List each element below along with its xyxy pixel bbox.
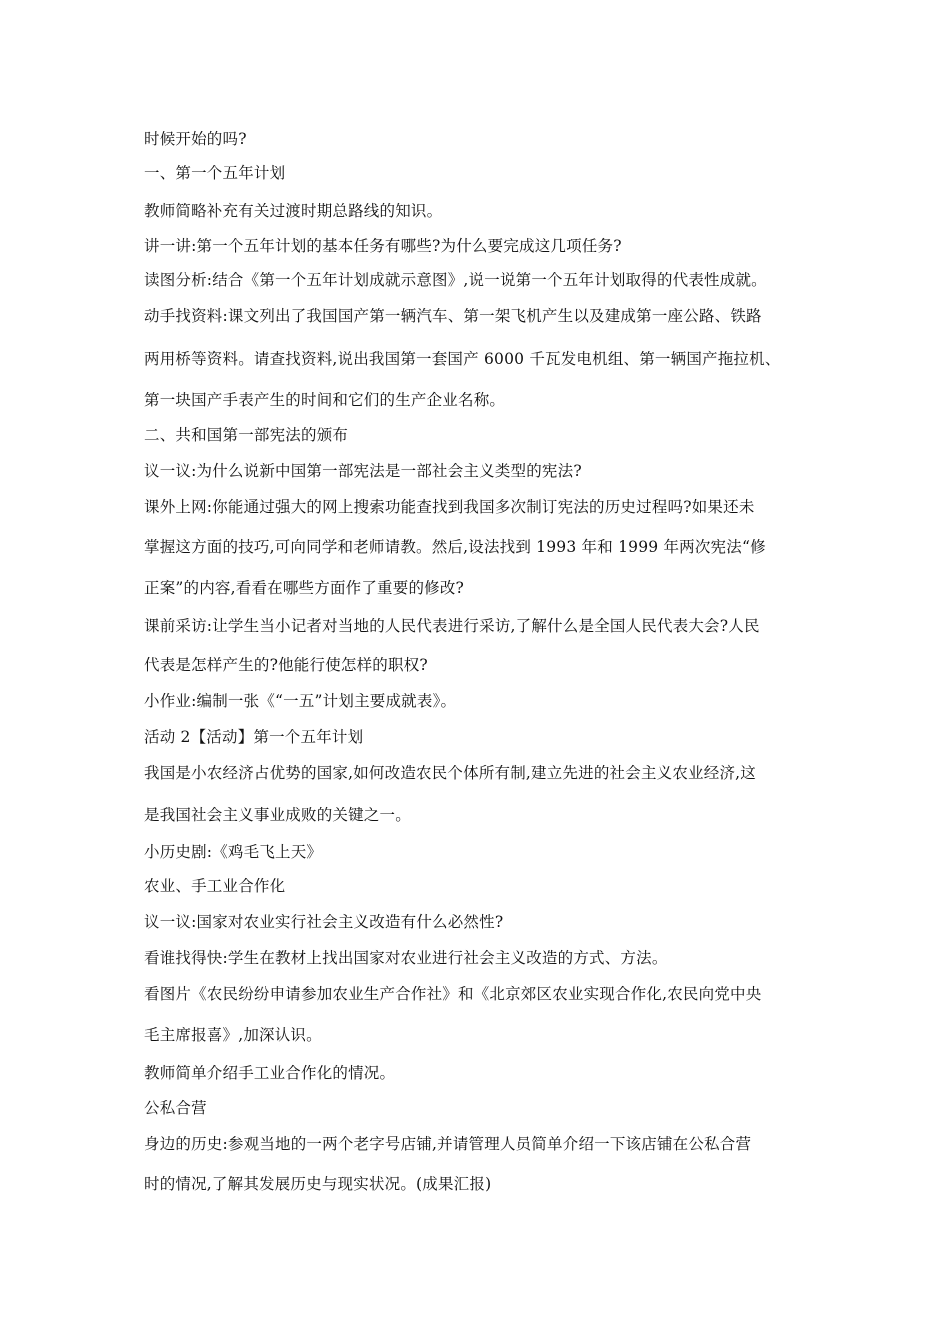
text-line: 两用桥等资料。请查找资料,说出我国第一套国产 6000 千瓦发电机组、第一辆国产拖拉机、 bbox=[144, 350, 781, 368]
activity-heading: 活动 2【活动】第一个五年计划 bbox=[144, 728, 364, 746]
text-line: 讲一讲:第一个五年计划的基本任务有哪些?为什么要完成这几项任务? bbox=[144, 237, 622, 255]
text-line: 小历史剧:《鸡毛飞上天》 bbox=[144, 843, 323, 861]
text-line: 议一议:为什么说新中国第一部宪法是一部社会主义类型的宪法? bbox=[144, 462, 582, 480]
text-line: 小作业:编制一张《“一五”计划主要成就表》。 bbox=[144, 692, 457, 710]
subsection-heading: 公私合营 bbox=[144, 1099, 207, 1117]
text-line: 身边的历史:参观当地的一两个老字号店铺,并请管理人员简单介绍一下该店铺在公私合营 bbox=[144, 1135, 752, 1153]
text-line: 教师简略补充有关过渡时期总路线的知识。 bbox=[144, 202, 443, 220]
text-line: 第一块国产手表产生的时间和它们的生产企业名称。 bbox=[144, 391, 506, 409]
text-line: 时候开始的吗? bbox=[144, 130, 247, 148]
text-line: 毛主席报喜》,加深认识。 bbox=[144, 1026, 322, 1044]
text-line: 是我国社会主义事业成败的关键之一。 bbox=[144, 806, 411, 824]
text-line: 动手找资料:课文列出了我国国产第一辆汽车、第一架飞机产生以及建成第一座公路、铁路 bbox=[144, 307, 762, 325]
text-line: 读图分析:结合《第一个五年计划成就示意图》,说一说第一个五年计划取得的代表性成就。 bbox=[144, 271, 767, 289]
text-line: 我国是小农经济占优势的国家,如何改造农民个体所有制,建立先进的社会主义农业经济,这 bbox=[144, 764, 756, 782]
text-line: 掌握这方面的技巧,可向同学和老师请教。然后,设法找到 1993 年和 1999 年两次宪法“修 bbox=[144, 538, 766, 556]
text-line: 课外上网:你能通过强大的网上搜索功能查找到我国多次制订宪法的历史过程吗?如果还未 bbox=[144, 498, 755, 516]
text-line: 看图片《农民纷纷申请参加农业生产合作社》和《北京郊区农业实现合作化,农民向党中央 bbox=[144, 985, 762, 1003]
text-line: 正案”的内容,看看在哪些方面作了重要的修改? bbox=[144, 579, 465, 597]
text-line: 教师简单介绍手工业合作化的情况。 bbox=[144, 1064, 396, 1082]
text-line: 时的情况,了解其发展历史与现实状况。(成果汇报) bbox=[144, 1175, 492, 1193]
subsection-heading: 农业、手工业合作化 bbox=[144, 877, 286, 895]
section-heading: 二、共和国第一部宪法的颁布 bbox=[144, 426, 349, 444]
text-line: 代表是怎样产生的?他能行使怎样的职权? bbox=[144, 656, 428, 674]
text-line: 课前采访:让学生当小记者对当地的人民代表进行采访,了解什么是全国人民代表大会?人民 bbox=[144, 617, 760, 635]
section-heading: 一、第一个五年计划 bbox=[144, 164, 286, 182]
text-line: 看谁找得快:学生在教材上找出国家对农业进行社会主义改造的方式、方法。 bbox=[144, 949, 668, 967]
text-line: 议一议:国家对农业实行社会主义改造有什么必然性? bbox=[144, 913, 504, 931]
